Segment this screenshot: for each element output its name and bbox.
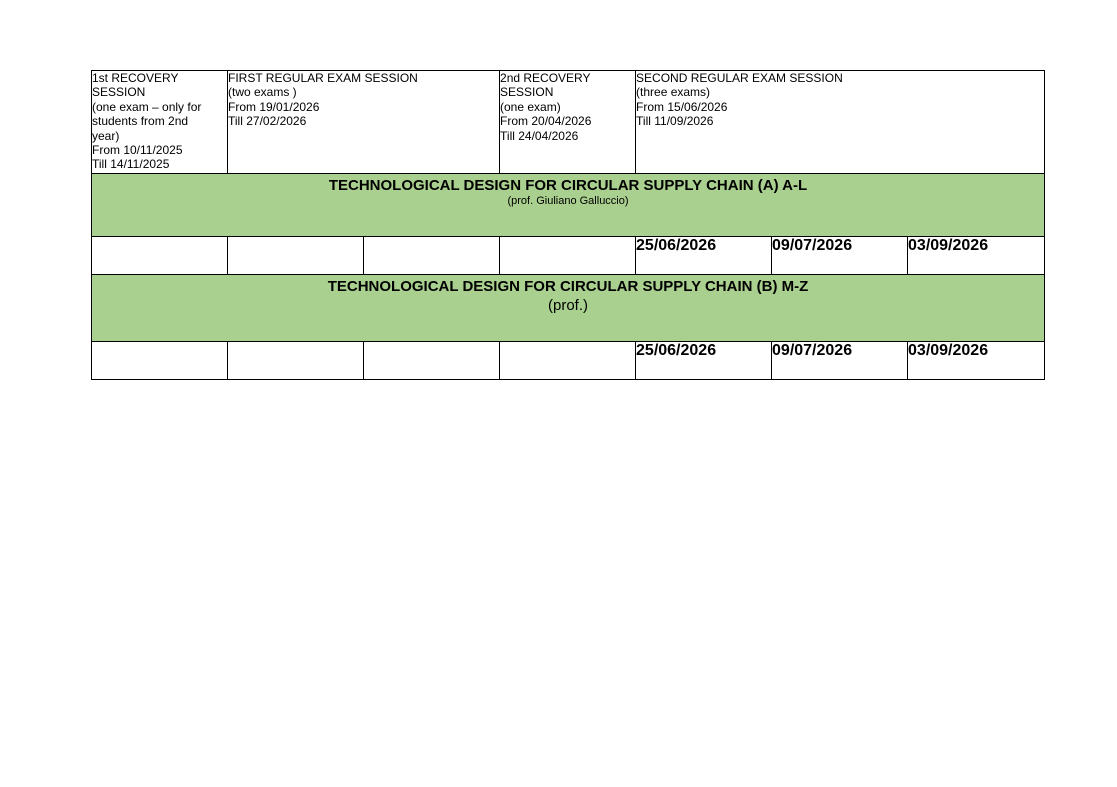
- exam-schedule-table: [91, 70, 1045, 380]
- date-cell: [92, 237, 228, 275]
- date-cell: [92, 342, 228, 380]
- course-row-b: [92, 275, 1045, 342]
- header-second-regular-session: SECOND REGULAR EXAM SESSION (three exams) From 15/06/2026 Till 11/09/2026: [636, 71, 1045, 174]
- date-cell: 03/09/2026: [908, 237, 1045, 275]
- course-title-b: TECHNOLOGICAL DESIGN FOR CIRCULAR SUPPLY CHAIN (B) M-Z: [327, 278, 809, 295]
- course-title-a: TECHNOLOGICAL DESIGN FOR CIRCULAR SUPPLY CHAIN (A) A-L: [328, 177, 808, 194]
- course-professor-b: (prof.): [548, 297, 589, 314]
- course-professor-a: (prof. Giuliano Galluccio): [507, 195, 629, 207]
- course-band-b: [92, 275, 1045, 342]
- date-cell: [228, 237, 364, 275]
- date-cell: 25/06/2026: [636, 342, 772, 380]
- date-cell: 03/09/2026: [908, 342, 1045, 380]
- header-second-recovery-session: 2nd RECOVERY SESSION (one exam) From 20/04/2026 Till 24/04/2026: [500, 71, 636, 174]
- date-cell: [364, 237, 500, 275]
- date-cell: [364, 342, 500, 380]
- date-cell: [500, 237, 636, 275]
- course-band-a: [92, 174, 1045, 237]
- exam-dates-row-b: [92, 342, 1045, 380]
- header-first-recovery-session: 1st RECOVERY SESSION (one exam – only for students from 2nd year) From 10/11/2025 Till 14/11/2025: [92, 71, 228, 174]
- date-cell: 25/06/2026: [636, 237, 772, 275]
- exam-dates-row-a: [92, 237, 1045, 275]
- date-cell: [500, 342, 636, 380]
- course-row-a: [92, 174, 1045, 237]
- date-cell: 09/07/2026: [772, 237, 908, 275]
- header-first-regular-session: FIRST REGULAR EXAM SESSION (two exams ) From 19/01/2026 Till 27/02/2026: [228, 71, 500, 174]
- date-cell: 09/07/2026: [772, 342, 908, 380]
- session-header-row: [92, 71, 1045, 174]
- date-cell: [228, 342, 364, 380]
